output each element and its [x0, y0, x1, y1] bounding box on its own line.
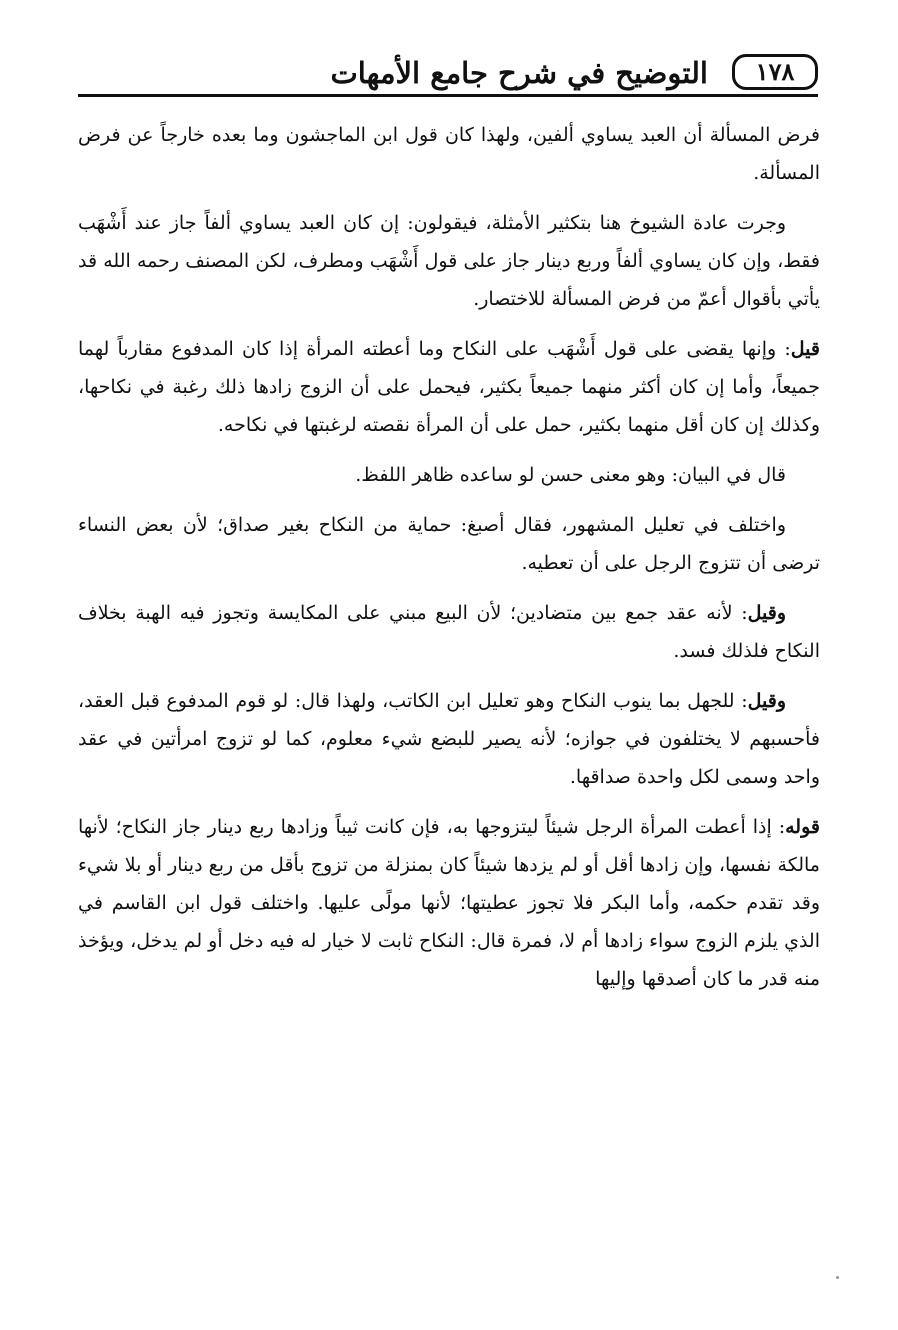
paragraph-text: وجرت عادة الشيوخ هنا بتكثير الأمثلة، فيقولون: إن كان العبد يساوي ألفاً جاز عند أَشْهَب فقط، وإن كان يساوي ألفاً وربع دينار جاز على قول أَشْهَب ومطرف، لكن المصنف رحمه الله قد يأتي بأقوال أعمّ من فرض المسألة للاختصار. [78, 212, 820, 310]
paragraph-text: واختلف في تعليل المشهور، فقال أصبغ: حماية من النكاح بغير صداق؛ لأن بعض النساء ترضى أن تتزوج الرجل على أن تعطيه. [78, 514, 820, 574]
paragraph-text: فرض المسألة أن العبد يساوي ألفين، ولهذا كان قول ابن الماجشون وما بعده خارجاً عن فرض المسألة. [78, 124, 820, 184]
paragraph-lead: قيل [790, 338, 820, 360]
scan-speck [836, 1276, 839, 1279]
paragraph-7 [78, 682, 820, 796]
paragraph-1 [78, 116, 820, 192]
page-number: ١٧٨ [755, 57, 795, 86]
paragraph-text: : لأنه عقد جمع بين متضادين؛ لأن البيع مبني على المكايسة وتجوز فيه الهبة بخلاف النكاح فلذلك فسد. [78, 602, 820, 662]
paragraph-5 [78, 506, 820, 582]
paragraph-text: : وإنها يقضى على قول أَشْهَب على النكاح وما أعطته المرأة إذا كان المدفوع مقارباً لهما جميعاً، وأما إن كان أكثر منهما جميعاً بكثير، فيحمل على أن الزوج زادها ذلك رغبة في نكاحها، وكذلك إن كان أقل منهما بكثير، حمل على أن المرأة نقصته لرغبتها في نكاحه. [78, 338, 820, 436]
paragraph-2 [78, 204, 820, 318]
paragraph-3 [78, 330, 820, 444]
paragraph-text: قال في البيان: وهو معنى حسن لو ساعده ظاهر اللفظ. [355, 464, 786, 486]
paragraph-4 [78, 456, 820, 494]
paragraph-6 [78, 594, 820, 670]
page-number-frame [732, 54, 818, 90]
running-title: التوضيح في شرح جامع الأمهات [330, 56, 708, 90]
header-rule [78, 94, 818, 97]
paragraph-lead: وقيل [747, 690, 786, 712]
paragraph-lead: وقيل [747, 602, 786, 624]
page-header [78, 50, 818, 98]
paragraph-lead: قوله [785, 816, 820, 838]
paragraph-text: : للجهل بما ينوب النكاح وهو تعليل ابن الكاتب، ولهذا قال: لو قوم المدفوع قبل العقد، فأحسبهم لا يختلفون في جوازه؛ لأنه يصير للبضع شيء معلوم، كما لو تزوج امرأتين في عقد واحد وسمى لكل واحدة صداقها. [78, 690, 820, 788]
paragraph-text: : إذا أعطت المرأة الرجل شيئاً ليتزوجها به، فإن كانت ثيباً وزادها ربع دينار جاز النكاح؛ لأنها مالكة نفسها، وإن زادها أقل أو لم يزدها شيئاً كان بمنزلة من تزوج بأقل من ربع دينار أو بلا شيء وقد تقدم حكمه، وأما البكر فلا تجوز عطيتها؛ لأنها مولًى عليها. واختلف قول ابن القاسم في الذي يلزم الزوج سواء زادها أم لا، فمرة قال: النكاح ثابت لا خيار له فيه دخل أو لم يدخل، ويؤخذ منه قدر ما كان أصدقها وإليها [78, 816, 820, 990]
paragraph-8 [78, 808, 820, 998]
body-text [78, 116, 820, 1010]
